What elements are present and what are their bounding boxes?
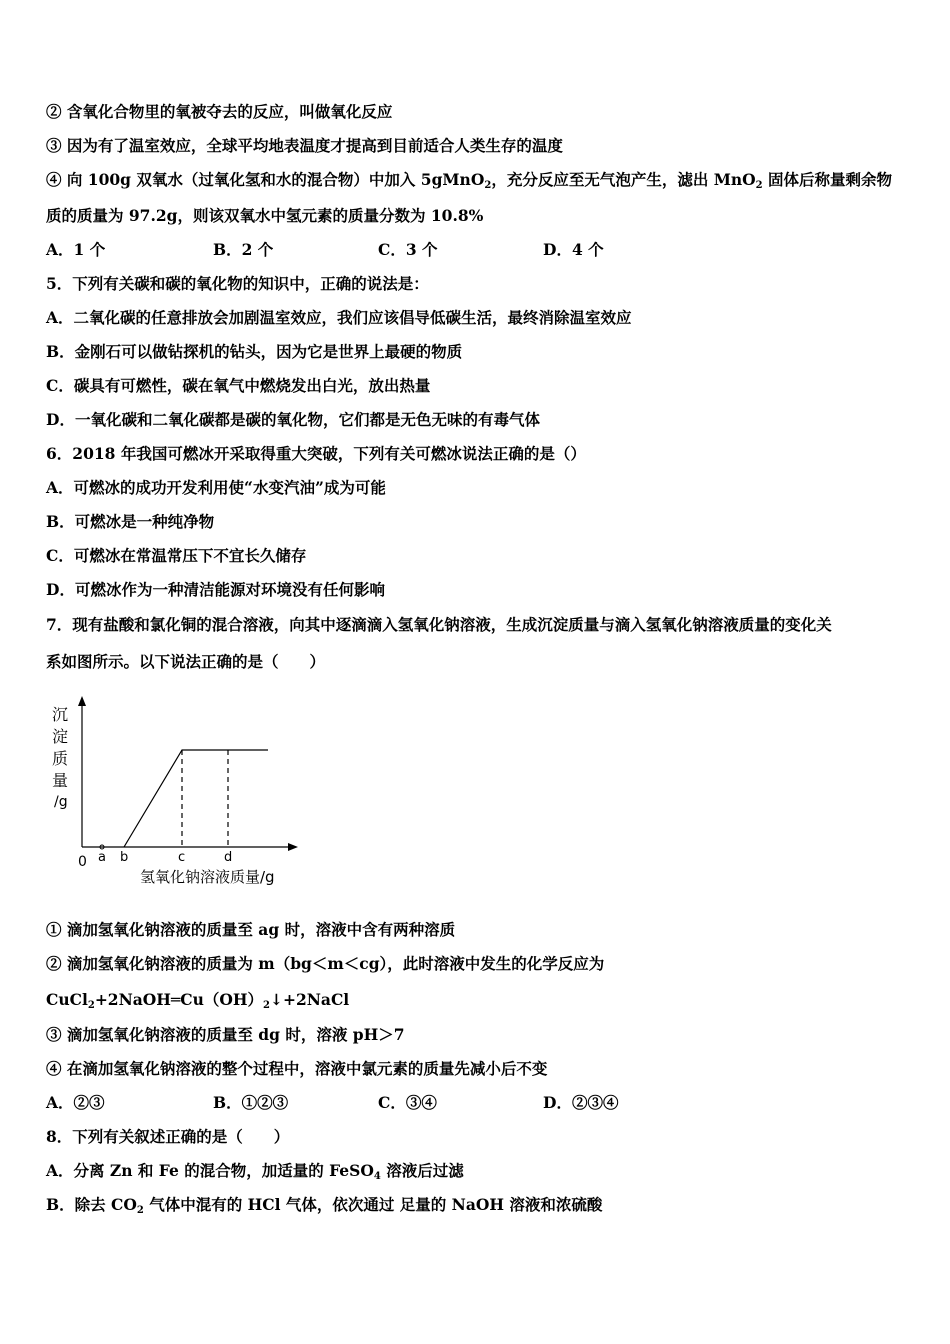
y-label-char-3: 质 (52, 749, 69, 768)
y-label-char-5: /g (54, 794, 68, 810)
q5-option-c[interactable]: C．碳具有可燃性，碳在氧气中燃烧发出白光，放出热量 (46, 376, 431, 395)
q5-option-b[interactable]: B．金刚石可以做钻探机的钻头，因为它是世界上最硬的物质 (46, 342, 463, 361)
q7-option-a[interactable]: A．②③ (46, 1093, 105, 1112)
q7-option-c[interactable]: C．③④ (378, 1093, 437, 1112)
x-axis-label: 氢氧化钠溶液质量/g (140, 868, 275, 886)
q5-stem: 5．下列有关碳和碳的氧化物的知识中，正确的说法是： (46, 274, 429, 293)
q5-option-a[interactable]: A．二氧化碳的任意排放会加剧温室效应，我们应该倡导低碳生活，最终消除温室效应 (46, 308, 632, 327)
q4-statement-3: ③ 因为有了温室效应，全球平均地表温度才提高到目前适合人类生存的温度 (46, 136, 563, 155)
q4-option-b[interactable]: B．2 个 (213, 240, 274, 259)
q7-stem-line1: 7．现有盐酸和氯化铜的混合溶液，向其中逐滴滴入氢氧化钠溶液，生成沉淀质量与滴入氢氧化钠溶液质量的变化关 (46, 615, 832, 634)
q6-option-c[interactable]: C．可燃冰在常温常压下不宜长久储存 (46, 546, 307, 565)
precipitate-line (124, 750, 268, 847)
q8-option-b[interactable]: B．除去 $CO_2$ 气体中混有的 HCl 气体，依次通过 足量的 NaOH 溶液和浓硫酸 (46, 1195, 603, 1216)
q4-statement-2: ② 含氧化合物里的氧被夺去的反应，叫做氧化反应 (46, 102, 393, 121)
x-tick-label-b: b (120, 850, 129, 865)
q4-option-a[interactable]: A．1 个 (46, 240, 106, 259)
q4-statement-4-cont: 质的质量为 97.2g，则该双氧水中氢元素的质量分数为 10.8% (46, 206, 484, 225)
q8-stem: 8．下列有关叙述正确的是（ ） (46, 1127, 290, 1146)
q6-stem: 6．2018 年我国可燃冰开采取得重大突破，下列有关可燃冰说法正确的是（） (46, 444, 586, 463)
y-axis-label (52, 705, 68, 810)
q8-option-a[interactable]: A．分离 Zn 和 Fe 的混合物，加适量的 FeSO$_4$ 溶液后过滤 (46, 1161, 464, 1182)
q6-option-a[interactable]: A．可燃冰的成功开发利用使“水变汽油”成为可能 (46, 478, 386, 497)
q6-option-d[interactable]: D．可燃冰作为一种清洁能源对环境没有任何影响 (46, 580, 385, 599)
q6-option-b[interactable]: B．可燃冰是一种纯净物 (46, 512, 215, 531)
q7-option-d[interactable]: D．②③④ (543, 1093, 619, 1112)
origin-label: 0 (78, 854, 87, 870)
q7-equation: $CuCl_2+2NaOH═Cu(OH)_2↓+2NaCl$ (46, 990, 350, 1011)
x-tick-label-c: c (178, 850, 186, 865)
q4-option-c[interactable]: C．3 个 (378, 240, 438, 259)
y-label-char-4: 量 (52, 771, 69, 790)
x-tick-label-a: a (98, 850, 106, 865)
q7-statement-3: ③ 滴加氢氧化钠溶液的质量至 dg 时，溶液 pH＞7 (46, 1025, 405, 1044)
q4-option-d[interactable]: D．4 个 (543, 240, 604, 259)
q7-stem-line2: 系如图所示。以下说法正确的是（ ） (46, 652, 326, 671)
q4-statement-4: ④ 向 100g 双氧水（过氧化氢和水的混合物）中加入 5gMnO$_2$，充分反应至无气泡产生，滤出 MnO$_2$ 固体后称量剩余物 (46, 170, 893, 191)
q7-statement-2: ② 滴加氢氧化钠溶液的质量为 m（bg＜m＜cg），此时溶液中发生的化学反应为 (46, 954, 605, 973)
q5-option-d[interactable]: D．一氧化碳和二氧化碳都是碳的氧化物，它们都是无色无味的有毒气体 (46, 410, 540, 429)
y-label-char-2: 淀 (52, 727, 69, 746)
x-tick-label-d: d (224, 850, 233, 865)
x-axis-arrow (288, 843, 298, 851)
y-label-char-1: 沉 (52, 705, 69, 724)
y-axis-arrow (78, 696, 86, 706)
q7-option-b[interactable]: B．①②③ (213, 1093, 289, 1112)
q7-statement-1: ① 滴加氢氧化钠溶液的质量至 ag 时，溶液中含有两种溶质 (46, 920, 456, 939)
q7-statement-4: ④ 在滴加氢氧化钠溶液的整个过程中，溶液中氯元素的质量先减小后不变 (46, 1059, 548, 1078)
precipitate-graph (40, 690, 310, 890)
